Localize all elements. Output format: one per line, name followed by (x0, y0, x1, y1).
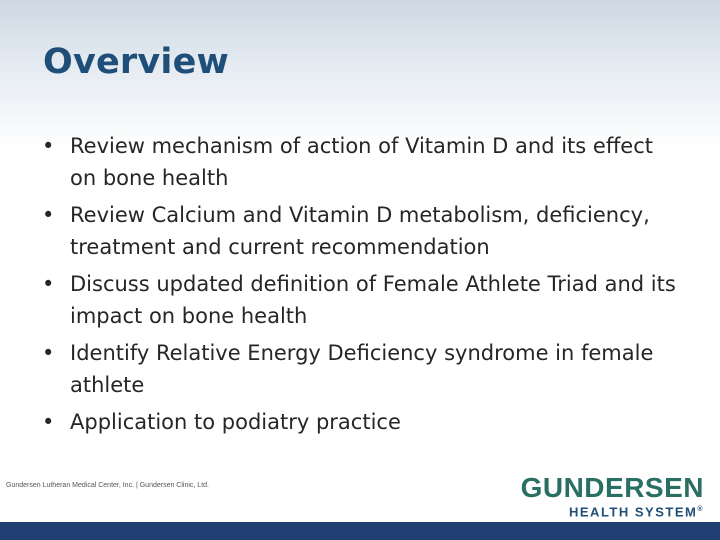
logo-line-1: GUNDERSEN (520, 472, 704, 503)
trademark-mark: ® (697, 506, 704, 513)
footer-text: Gundersen Lutheran Medical Center, Inc. | Gundersen Clinic, Ltd. (6, 482, 209, 489)
bullet-marker: • (42, 341, 55, 365)
bullet-marker: • (42, 134, 55, 158)
bullet-item (42, 337, 682, 401)
bullet-item (42, 406, 682, 438)
bullet-text: Identify Relative Energy Deficiency syndrome in female athlete (70, 341, 654, 397)
bullet-list (42, 130, 682, 443)
bullet-text: Review Calcium and Vitamin D metabolism, deficiency, treatment and current recommendation (70, 203, 650, 259)
bullet-marker: • (42, 272, 55, 296)
logo-line-2-text: HEALTH SYSTEM (569, 504, 698, 520)
logo-line-2 (521, 502, 704, 520)
bullet-marker: • (42, 410, 55, 434)
bottom-bar (0, 522, 720, 540)
bullet-text: Application to podiatry practice (70, 410, 401, 434)
bullet-item (42, 130, 682, 194)
bullet-text: Review mechanism of action of Vitamin D and its effect on bone health (70, 134, 653, 190)
bullet-marker: • (42, 203, 55, 227)
slide-title: Overview (43, 42, 230, 82)
bullet-item (42, 199, 682, 263)
gundersen-logo (521, 474, 704, 520)
bullet-text: Discuss updated definition of Female Athlete Triad and its impact on bone health (70, 272, 676, 328)
bullet-item (42, 268, 682, 332)
